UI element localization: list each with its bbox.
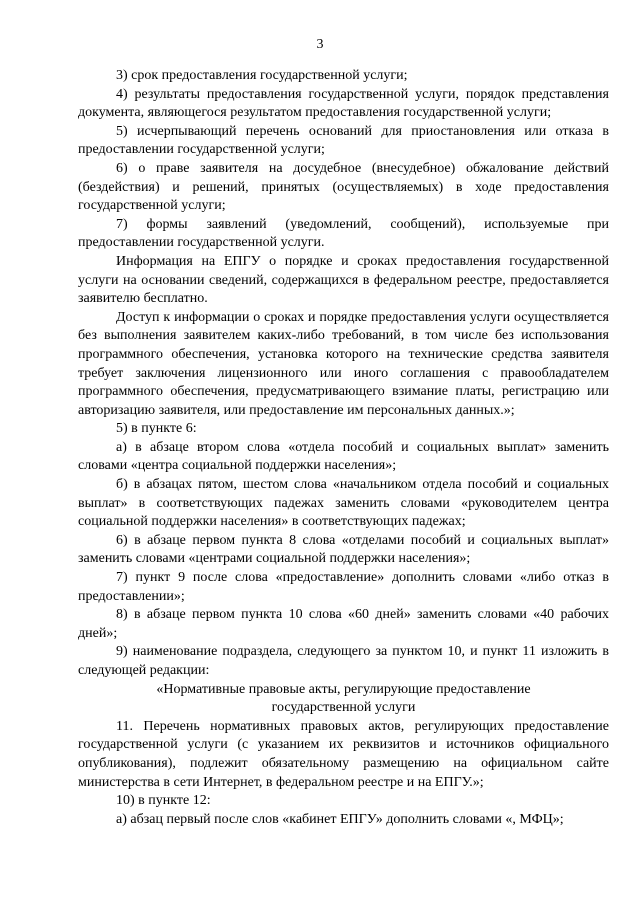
paragraph-item-3: 3) срок предоставления государственной услуги; [116,68,408,83]
paragraph-item-4: 4) результаты предоставления государственной услуги, порядок представления документа, являющегося результатом предоставления государственной услуги; [78,86,609,121]
paragraph-point-6: 6) в абзаце первом пункта 8 слова «отделами пособий и социальных выплат» заменить словами «центрами социальной поддержки населения»; [78,532,609,567]
paragraph-item-5: 5) исчерпывающий перечень оснований для приостановления или отказа в предоставлении государственной услуги; [78,123,609,158]
paragraph-point-9: 9) наименование подраздела, следующего за пунктом 10, и пункт 11 изложить в следующей редакции: [78,644,609,678]
paragraph-item-7: 7) формы заявлений (уведомлений, сообщений), используемые при предоставлении государственной услуги. [78,216,609,251]
paragraph-point-5: 5) в пункте 6: [116,421,197,437]
document-body [78,67,609,829]
paragraph-point-5b: б) в абзацах пятом, шестом слова «начальником отдела пособий и социальных выплат» в соответствующих падежах заменить словами «руководителем центра социальной поддержки населения» в соответствующих падежах; [78,477,609,530]
subsection-heading: «Нормативные правовые акты, регулирующие предоставление государственной услуги [156,681,531,716]
paragraph-point-7: 7) пункт 9 после слова «предоставление» дополнить словами «либо отказ в предоставлении»; [78,570,609,604]
paragraph-access-info: Доступ к информации о сроках и порядке предоставления услуги осуществляется без выполнения заявителем каких-либо требований, в том числе без использования программного обеспечения, установка которого на технические средства заявителя требует заключения лицензионного или иного соглашения с правообладателем программного обеспечения, предусматривающего взимание платы, регистрацию или авторизацию заявителя, или предоставление им персональных данных.»; [78,309,609,418]
paragraph-info-epgu: Информация на ЕПГУ о порядке и сроках предоставления государственной услуги на основании сведений, содержащихся в федеральном реестре, предоставляется заявителю бесплатно. [78,253,609,307]
page-number: 3 [316,37,324,52]
paragraph-item-6: 6) о праве заявителя на досудебное (внесудебное) обжалование действий (бездействия) и решений, принятых (осуществляемых) в ходе предоставления государственной услуги; [78,160,609,214]
paragraph-point-10: 10) в пункте 12: [116,793,211,809]
paragraph-point-5a: а) в абзаце втором слова «отдела пособий и социальных выплат» заменить словами «центра социальной поддержки населения»; [78,439,609,474]
paragraph-item-11: 11. Перечень нормативных правовых актов, регулирующих предоставление государственной услуги (с указанием их реквизитов и источников официального опубликования), подлежит обязательному размещению на официальном сайте министерства в сети Интернет, в федеральном реестре и на ЕПГУ.»; [78,718,609,790]
paragraph-point-10a: а) абзац первый после слов «кабинет ЕПГУ» дополнить словами «, МФЦ»; [116,811,564,827]
paragraph-point-8: 8) в абзаце первом пункта 10 слова «60 дней» заменить словами «40 рабочих дней»; [78,607,609,641]
